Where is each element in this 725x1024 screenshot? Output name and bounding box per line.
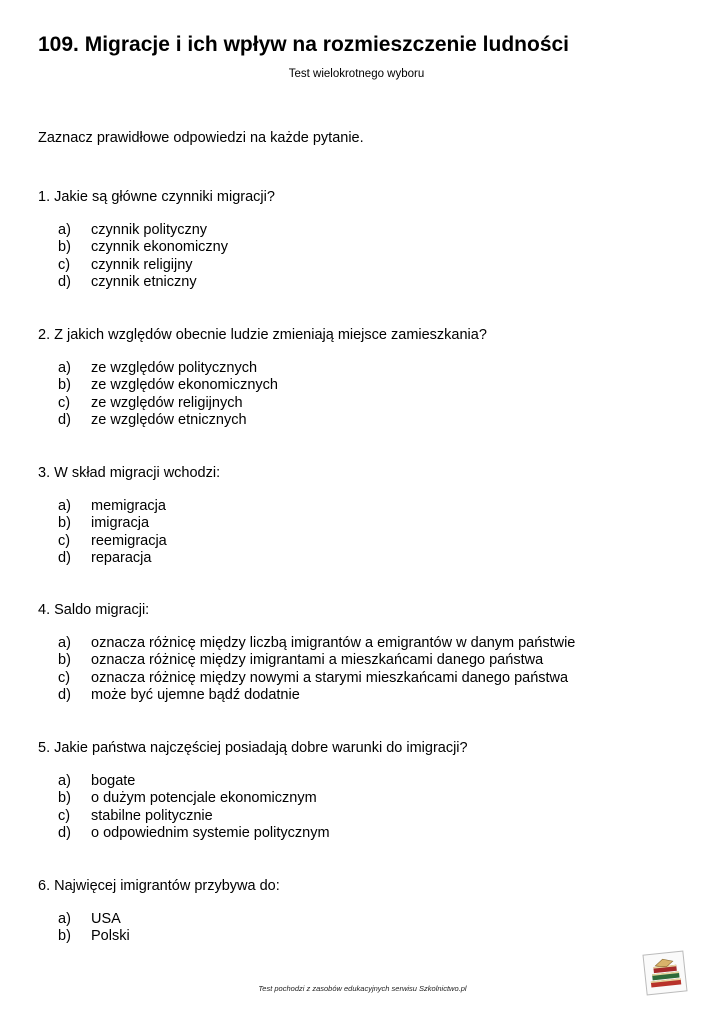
option-text: ze względów etnicznych <box>91 411 247 428</box>
option-b[interactable] <box>38 377 487 394</box>
question-text: 1. Jakie są główne czynniki migracji? <box>38 189 275 205</box>
instruction-text: Zaznacz prawidłowe odpowiedzi na każde pytanie. <box>38 130 364 146</box>
option-list <box>38 360 487 429</box>
option-list <box>38 498 220 567</box>
option-c[interactable] <box>38 808 468 825</box>
option-d[interactable] <box>38 550 220 567</box>
option-letter: a) <box>58 773 71 789</box>
option-text: oznacza różnicę między imigrantami a mieszkańcami danego państwa <box>91 652 544 669</box>
option-b[interactable] <box>38 515 220 532</box>
question-text: 3. W skład migracji wchodzi: <box>38 465 221 481</box>
question-2 <box>38 325 487 429</box>
option-letter: c) <box>58 394 71 411</box>
option-b[interactable] <box>38 239 275 256</box>
footer-credit: Test pochodzi z zasobów edukacyjnych serwisu Szkolnictwo.pl <box>258 984 467 993</box>
option-letter: c) <box>58 256 71 273</box>
option-c[interactable] <box>38 257 275 274</box>
option-text: może być ujemne bądź dodatnie <box>91 686 300 703</box>
option-a[interactable] <box>38 635 575 652</box>
option-letter: d) <box>58 824 71 841</box>
option-letter: b) <box>58 652 71 669</box>
option-a[interactable] <box>38 360 487 377</box>
option-text: USA <box>91 911 121 927</box>
option-a[interactable] <box>38 773 468 790</box>
option-list <box>38 911 280 946</box>
option-text: czynnik ekonomiczny <box>91 239 228 256</box>
option-text: czynnik religijny <box>91 256 193 273</box>
question-1 <box>38 187 275 291</box>
option-letter: b) <box>58 790 71 807</box>
question-6 <box>38 876 280 946</box>
option-letter: c) <box>58 669 71 686</box>
option-letter: b) <box>58 515 71 532</box>
option-letter: b) <box>58 928 71 945</box>
option-letter: d) <box>58 411 71 428</box>
option-a[interactable] <box>38 498 220 515</box>
option-b[interactable] <box>38 928 280 945</box>
option-text: o odpowiednim systemie politycznym <box>91 824 330 841</box>
option-text: imigracja <box>91 515 150 532</box>
option-text: ze względów religijnych <box>91 394 243 411</box>
option-letter: d) <box>58 686 71 703</box>
option-c[interactable] <box>38 395 487 412</box>
option-c[interactable] <box>38 670 575 687</box>
option-text: ze względów ekonomicznych <box>91 377 278 394</box>
option-text: reemigracja <box>91 532 167 549</box>
page-title: 109. Migracje i ich wpływ na rozmieszczenie ludności <box>38 33 570 56</box>
question-5 <box>38 738 468 842</box>
option-text: czynnik polityczny <box>91 222 208 238</box>
option-text: Polski <box>91 928 130 945</box>
option-text: ze względów politycznych <box>91 360 258 376</box>
option-text: oznacza różnicę między nowymi a starymi mieszkańcami danego państwa <box>91 669 569 686</box>
option-text: czynnik etniczny <box>91 273 197 290</box>
option-list <box>38 222 275 291</box>
page-subtitle: Test wielokrotnego wyboru <box>288 68 425 80</box>
option-text: o dużym potencjale ekonomicznym <box>91 790 317 807</box>
option-a[interactable] <box>38 222 275 239</box>
option-letter: b) <box>58 239 71 256</box>
option-letter: a) <box>58 911 71 927</box>
option-letter: a) <box>58 498 71 514</box>
option-letter: c) <box>58 532 71 549</box>
option-letter: a) <box>58 360 71 376</box>
question-3 <box>38 463 220 567</box>
option-letter: a) <box>58 222 71 238</box>
option-list <box>38 635 575 704</box>
option-text: stabilne politycznie <box>91 807 213 824</box>
option-text: reparacja <box>91 549 152 566</box>
option-d[interactable] <box>38 274 275 291</box>
question-text: 2. Z jakich względów obecnie ludzie zmieniają miejsce zamieszkania? <box>38 327 487 343</box>
option-letter: a) <box>58 635 71 651</box>
option-b[interactable] <box>38 652 575 669</box>
books-icon <box>642 950 688 996</box>
question-4 <box>38 600 575 704</box>
question-text: 6. Najwięcej imigrantów przybywa do: <box>38 878 280 894</box>
option-d[interactable] <box>38 687 575 704</box>
option-b[interactable] <box>38 790 468 807</box>
option-d[interactable] <box>38 412 487 429</box>
option-text: memigracja <box>91 498 166 514</box>
option-list <box>38 773 468 842</box>
question-text: 5. Jakie państwa najczęściej posiadają dobre warunki do imigracji? <box>38 740 468 756</box>
option-a[interactable] <box>38 911 280 928</box>
question-text: 4. Saldo migracji: <box>38 602 150 618</box>
option-letter: d) <box>58 273 71 290</box>
option-letter: d) <box>58 549 71 566</box>
option-c[interactable] <box>38 533 220 550</box>
option-text: oznacza różnicę między liczbą imigrantów a emigrantów w danym państwie <box>91 635 576 651</box>
option-letter: c) <box>58 807 71 824</box>
option-letter: b) <box>58 377 71 394</box>
option-text: bogate <box>91 773 136 789</box>
option-d[interactable] <box>38 825 468 842</box>
